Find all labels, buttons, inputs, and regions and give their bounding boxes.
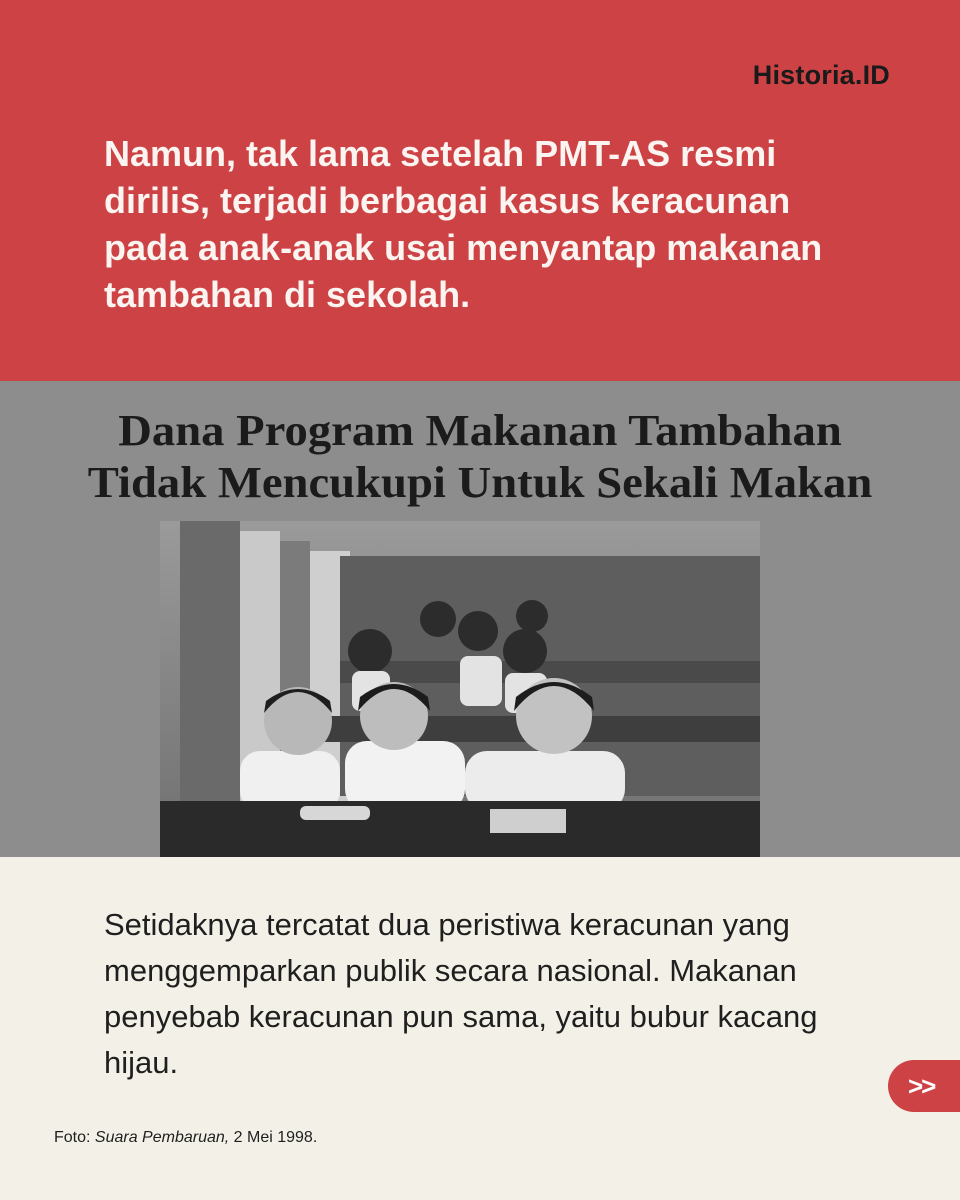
caption-source: Suara Pembaruan, xyxy=(94,1129,230,1146)
caption-prefix: Foto: xyxy=(54,1129,95,1146)
clipping-title xyxy=(0,405,960,509)
photo-caption xyxy=(54,1129,317,1147)
classroom-photo xyxy=(160,521,760,857)
caption-date: 2 Mei 1998. xyxy=(229,1129,318,1146)
brand-logo: Historia.ID xyxy=(752,60,890,90)
header-banner xyxy=(0,0,960,381)
newspaper-clipping xyxy=(0,381,960,857)
next-slide-button[interactable] xyxy=(888,1060,960,1112)
headline-text: Namun, tak lama setelah PMT-AS resmi dirilis, terjadi berbagai kasus keracunan pada anak-anak usai menyantap makanan tambahan di sekolah. xyxy=(104,133,823,315)
body-text: Setidaknya tercatat dua peristiwa keracunan yang menggemparkan publik secara nasional. Makanan penyebab keracunan pun sama, yaitu bubur kacang hijau. xyxy=(104,907,818,1080)
next-arrow-icon: >> xyxy=(908,1070,935,1101)
clipping-title-line-1: Dana Program Makanan Tambahan xyxy=(118,406,842,455)
clipping-title-line-2: Tidak Mencukupi Untuk Sekali Makan xyxy=(87,458,873,507)
